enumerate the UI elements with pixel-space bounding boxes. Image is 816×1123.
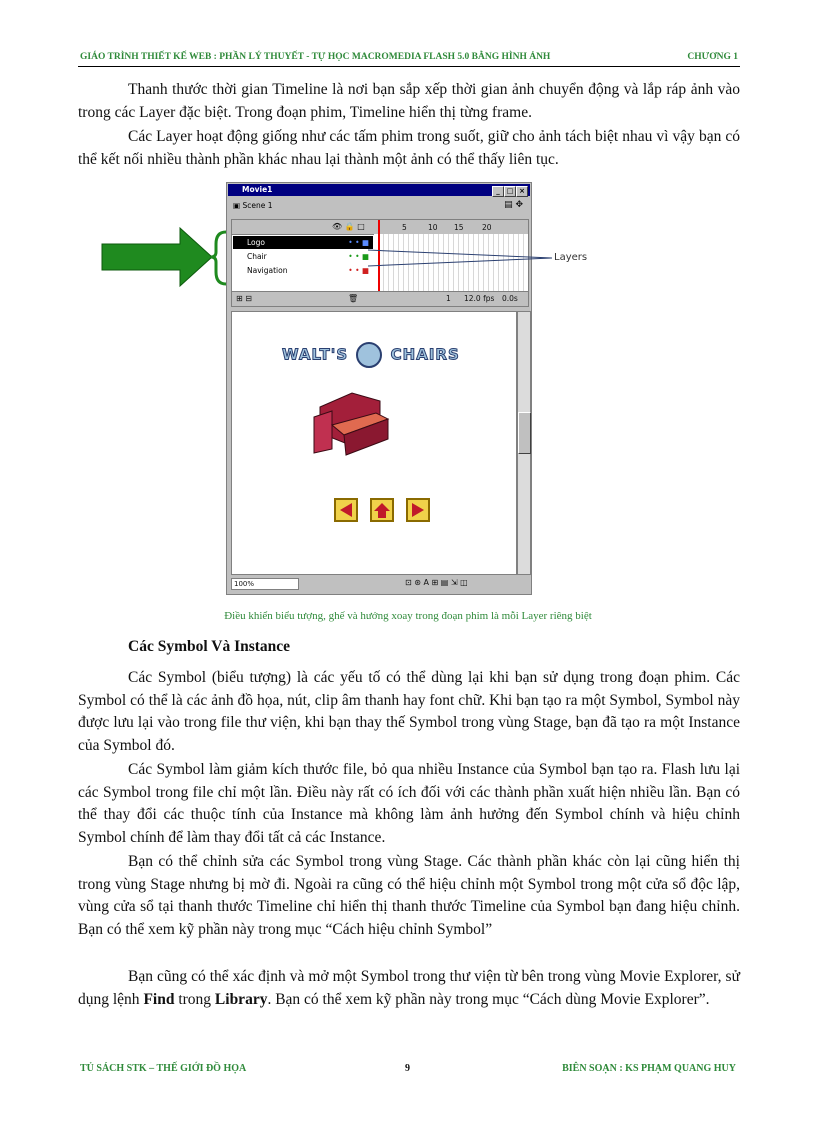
scene-name: Scene 1 xyxy=(242,201,273,210)
chair-icon xyxy=(310,387,392,459)
library-command: Library xyxy=(214,990,268,1008)
header-title: GIÁO TRÌNH THIẾT KẾ WEB : PHẦN LÝ THUYẾT - TỰ HỌC MACROMEDIA FLASH 5.0 BẰNG HÌNH ẢNH xyxy=(80,52,551,62)
close-icon[interactable]: × xyxy=(516,186,528,197)
paragraph-movie-explorer xyxy=(78,966,740,1011)
elapsed-time: 0.0s xyxy=(502,294,518,303)
page-number: 9 xyxy=(405,1063,410,1074)
maximize-icon[interactable]: □ xyxy=(504,186,516,197)
prev-button[interactable] xyxy=(334,498,358,522)
launcher-icons[interactable]: ⊡ ⊛ A ⊞ ▤ ⇲ ◫ xyxy=(405,578,468,587)
layers-pointer-lines xyxy=(366,242,556,282)
delete-layer-icon[interactable]: 🗑 xyxy=(348,294,359,303)
green-arrow-icon xyxy=(100,226,230,288)
scene-label[interactable] xyxy=(233,200,273,212)
layer-row-navigation[interactable] xyxy=(233,264,373,277)
layer-color-icon: • • ■ xyxy=(348,238,369,247)
text-run: Bạn cũng có thể xác định và mở một Symbol trong thư viện từ bên trong vùng Movie Explorer, sử dụng lệnh xyxy=(78,968,740,1008)
section-heading: Các Symbol Và Instance xyxy=(128,638,291,655)
frame-tick: 20 xyxy=(482,223,492,232)
status-bar xyxy=(229,577,529,591)
zoom-select[interactable] xyxy=(231,578,299,590)
next-button[interactable] xyxy=(406,498,430,522)
footer-left: TỦ SÁCH STK – THẾ GIỚI ĐỒ HỌA xyxy=(80,1063,247,1074)
window-title-bar xyxy=(228,184,530,196)
logo-text-right: CHAIRS xyxy=(390,345,460,364)
layer-row-chair[interactable] xyxy=(233,250,373,263)
paragraph-edit-symbols: Bạn có thể chỉnh sửa các Symbol trong vùng Stage. Các thành phần khác còn lại cũng hiển thị trong vùng Stage nhưng bị mờ đi. Ngoài ra cũng có thể hiệu chỉnh một Symbol trong một cửa sổ độc lập, vùng cửa sổ tại thanh thước Timeline chỉ hiển thị thanh thước Timeline của Symbol bạn đang hiệu chỉnh. Bạn có thể xem kỹ phần này trong mục “Cách hiệu chỉnh Symbol” xyxy=(78,853,740,938)
footer-right: BIÊN SOẠN : KS PHẠM QUANG HUY xyxy=(562,1063,736,1074)
frame-tick: 10 xyxy=(428,223,438,232)
paragraph-layers: Các Layer hoạt động giống như các tấm phim trong suốt, giữ cho ảnh tách biệt nhau vì vậy bạn có thể kết nối nhiều thành phần khác nhau lại thành một ảnh có thể thấy liên tục. xyxy=(78,128,740,168)
scene-icon: ▣ xyxy=(233,201,243,210)
timeline-header xyxy=(232,220,528,235)
current-frame: 1 xyxy=(446,294,451,303)
logo-text-left: WALT'S xyxy=(282,345,349,364)
stage-area[interactable] xyxy=(231,311,517,575)
zoom-value: 100% xyxy=(234,580,255,588)
layer-color-icon: • • ■ xyxy=(348,252,369,261)
layer-color-icon: • • ■ xyxy=(348,266,369,275)
paragraph-symbols: Các Symbol (biểu tượng) là các yếu tố có thể dùng lại khi bạn sử dụng trong đoạn phim. Các Symbol có thể là các ảnh đồ họa, nút, clip âm thanh hay font chữ. Khi bạn tạo ra một Symbol, Symbol này được lưu lại vào trong file thư viện, khi bạn thay thế Symbol trong vùng Stage, bạn đã tạo ra một Instance của Symbol đó. xyxy=(78,669,740,754)
walts-chairs-logo xyxy=(282,342,460,368)
edit-symbols-icon[interactable]: ▤ ✥ xyxy=(504,200,523,210)
layer-name: Chair xyxy=(247,252,267,261)
paragraph-file-size: Các Symbol làm giảm kích thước file, bỏ qua nhiều Instance của Symbol bạn tạo ra. Flash lưu lại các Symbol trong file chỉ một lần. Điều này rất có ích đối với các thành phần xuất hiện nhiều lần. Bạn có thể thay đổi các thuộc tính của Instance mà không làm ảnh hưởng đến Symbol chính và hiệu chỉnh Symbol chính để làm thay đổi tất cả các Instance. xyxy=(78,761,740,846)
page-header xyxy=(78,52,740,67)
frame-tick: 15 xyxy=(454,223,464,232)
header-chapter: CHƯƠNG 1 xyxy=(687,52,738,62)
layers-callout-label: Layers xyxy=(554,252,588,263)
layer-name: Navigation xyxy=(247,266,288,275)
timeline-footer xyxy=(232,291,528,306)
scroll-thumb[interactable] xyxy=(518,412,531,454)
find-command: Find xyxy=(143,990,175,1008)
vertical-scrollbar[interactable] xyxy=(517,311,531,575)
home-button[interactable] xyxy=(370,498,394,522)
text-run: trong xyxy=(174,990,215,1008)
text-run: . Bạn có thể xem kỹ phần này trong mục “Cách dùng Movie Explorer”. xyxy=(267,990,710,1008)
figure-caption: Điều khiển biểu tượng, ghế và hướng xoay trong đoạn phim là mỗi Layer riêng biệt xyxy=(224,610,592,622)
layer-toggle-icons[interactable]: 👁 🔒 □ xyxy=(332,222,365,231)
add-layer-icon[interactable]: ⊞ ⊟ xyxy=(236,294,252,303)
frame-rate: 12.0 fps xyxy=(464,294,495,303)
layer-row-logo[interactable] xyxy=(233,236,373,249)
logo-badge-icon xyxy=(356,342,382,368)
layer-name: Logo xyxy=(247,238,265,247)
frame-tick: 5 xyxy=(402,223,407,232)
flash-screenshot-figure xyxy=(226,182,594,597)
minimize-icon[interactable]: _ xyxy=(492,186,504,197)
paragraph-timeline: Thanh thước thời gian Timeline là nơi bạn sắp xếp thời gian ảnh chuyển động và lắp ráp ảnh vào trong các Layer đặc biệt. Trong đoạn phim, Timeline hiển thị từng frame. xyxy=(78,81,740,121)
window-title: Movie1 xyxy=(242,185,273,194)
